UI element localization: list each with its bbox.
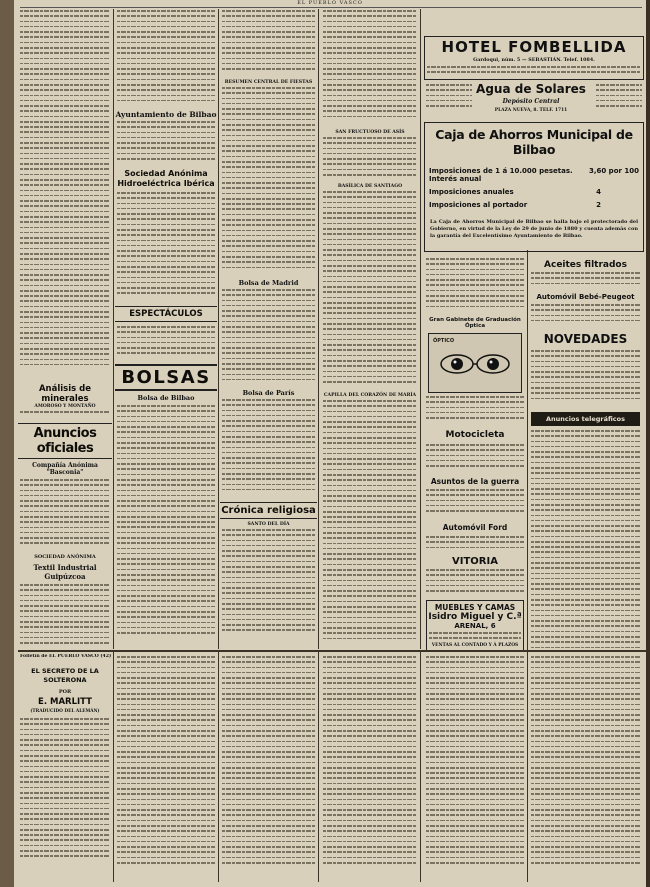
- text-block: [117, 656, 215, 864]
- column-rule: [420, 652, 421, 882]
- heading-ayuntamiento: Ayuntamiento de Bilbao: [115, 110, 217, 119]
- text-block: [426, 84, 472, 110]
- caja-rate-value: 3,60 por 100: [588, 167, 639, 175]
- text-block: [323, 400, 417, 648]
- folletin-column-2: [115, 656, 217, 882]
- text-block: [20, 479, 110, 551]
- caja-rate-value: 2: [596, 201, 601, 209]
- column-rule: [318, 652, 319, 882]
- ad-caja-ahorros: [424, 122, 644, 252]
- ad-hotel-fombellida: [424, 36, 644, 80]
- aceites-heading: Aceites filtrados: [544, 260, 627, 270]
- column-rule: [113, 652, 114, 882]
- caja-rate-row: [429, 188, 639, 196]
- text-block: [117, 192, 215, 302]
- text-block: [117, 10, 215, 108]
- muebles-address: ARENAL, 6: [454, 622, 496, 630]
- column-1: [18, 10, 112, 648]
- binding-gutter: [0, 0, 14, 887]
- muebles-title: MUEBLES Y CAMAS: [434, 603, 516, 612]
- hotel-subtitle: Gardoqui, núm. 5 — SEBASTIÁN. Telef. 1084.: [473, 57, 595, 63]
- text-block: [323, 10, 417, 128]
- text-block: [323, 656, 417, 864]
- heading-bolsas: BOLSAS: [115, 364, 217, 391]
- text-block: [323, 191, 417, 391]
- text-block: [531, 272, 640, 290]
- heading-basilica: BASÍLICA DE SANTIAGO: [337, 184, 403, 189]
- text-block: [222, 10, 315, 78]
- caja-title: Caja de Ahorros Municipal de Bilbao: [435, 127, 633, 157]
- motocicleta-heading: Motocicleta: [445, 430, 505, 440]
- text-block: [222, 529, 315, 639]
- text-block: [426, 656, 524, 864]
- heading-analisis: Análisis de minerales: [38, 384, 92, 404]
- heading-resumen: RESUMEN CENTRAL DE FIESTAS: [224, 80, 313, 85]
- muebles-footer: VENTAS AL CONTADO Y Á PLAZOS: [431, 642, 519, 648]
- ads-subcolumn-left: [424, 254, 526, 650]
- top-rule: [20, 7, 642, 8]
- heading-bolsa-madrid: Bolsa de Madrid: [238, 279, 299, 287]
- optico-title: Gran Gabinete de Graduación Óptica: [429, 317, 521, 329]
- caja-rate-value: 4: [596, 188, 601, 196]
- folletin-author: E. MARLITT: [38, 697, 92, 707]
- caja-note: La Caja de Ahorros Municipal de Bilbao se halla bajo el protectorado del Gobierno, en virtud de la Ley de 29 de junio de 1880 y cuenta además con la garantía del Excelentísimo Ayuntamiento de Bilbao.: [430, 219, 638, 239]
- heading-bolsa-bilbao: Bolsa de Bilbao: [137, 394, 195, 402]
- table-block: [222, 399, 315, 499]
- heading-textil: Textil Industrial Guipúzcoa: [33, 563, 97, 581]
- agua-address: PLAZA NUEVA, 8. TELF. 1711: [494, 108, 568, 113]
- text-block: [426, 489, 524, 519]
- folletin-por: POR: [58, 689, 72, 695]
- text-block: [426, 536, 524, 554]
- agua-deposito: Depósito Central: [502, 98, 560, 105]
- text-block: [429, 632, 521, 639]
- column-rule: [218, 652, 219, 882]
- text-block: [20, 718, 110, 868]
- caja-rate-row: [429, 167, 639, 183]
- caja-rate-label: Imposiciones al portador: [429, 201, 528, 209]
- folletin-column-3: [220, 656, 317, 882]
- text-block: [426, 396, 524, 426]
- text-block: [531, 430, 640, 650]
- caja-rate-label: Imposiciones anuales: [429, 188, 514, 196]
- muebles-name: Isidro Miguel y C.ª: [428, 612, 522, 622]
- anuncios-telegraficos-banner: Anuncios telegráficos: [531, 412, 640, 426]
- folletin-title: EL SECRETO DE LA SOLTERONA: [31, 667, 99, 684]
- text-block: [531, 350, 640, 408]
- folletin-column-1: [18, 654, 112, 882]
- heading-hidroelectrica: Sociedad Anónima Hidroeléctrica Ibérica: [117, 169, 215, 188]
- caja-rate-label: Imposiciones de 1 á 10.000 pesetas. Interés anual: [429, 167, 573, 183]
- heading-espectaculos: ESPECTÁCULOS: [115, 306, 217, 322]
- column-4: [321, 10, 419, 648]
- automovil-ford-heading: Automóvil Ford: [442, 523, 508, 532]
- folletin-translation: (TRADUCIDO DEL ALEMÁN): [30, 709, 100, 714]
- text-block: [426, 444, 524, 472]
- ad-muebles: [426, 600, 524, 650]
- running-title: EL PUEBLO VASCO: [297, 0, 363, 6]
- text-block: [323, 137, 417, 182]
- heading-san-fructuoso: SAN FRUCTUOSO DE ASÍS: [335, 130, 405, 135]
- heading-compania: Compañía Anónima "Basconia": [32, 462, 98, 476]
- caja-rates: [429, 167, 639, 209]
- automovil-bebe-heading: Automóvil Bebé-Peugeot: [536, 293, 635, 301]
- heading-cronica: Crónica religiosa: [220, 502, 317, 519]
- text-block: [20, 584, 110, 648]
- column-3: [220, 10, 317, 648]
- text-block: [531, 656, 640, 864]
- heading-capilla: CAPILLA DEL CORAZÓN DE MARÍA: [323, 393, 417, 398]
- folletin-column-4: [321, 656, 419, 882]
- heading-bolsa-paris: Bolsa de París: [242, 389, 295, 397]
- column-rule: [318, 9, 319, 649]
- optico-label: ÓPTICO: [433, 338, 455, 344]
- text-block: [596, 84, 642, 110]
- agua-name: Agua de Solares: [476, 82, 586, 96]
- ads-subcolumn-right: [529, 254, 642, 650]
- text-block: [222, 87, 315, 277]
- text-block: [20, 411, 110, 421]
- column-rule: [420, 9, 421, 649]
- column-rule: [527, 250, 528, 650]
- folletin-column-6: [529, 656, 642, 882]
- folletin-number: Folletín de EL PUEBLO VASCO (42): [20, 654, 112, 659]
- hotel-name: HOTEL FOMBELLIDA: [441, 38, 627, 56]
- text-block: [427, 66, 641, 73]
- text-block: [117, 121, 215, 166]
- text-block: [117, 326, 215, 361]
- novedades-heading: NOVEDADES: [543, 332, 628, 346]
- text-block: [531, 304, 640, 328]
- column-rule: [218, 9, 219, 649]
- asuntos-guerra-heading: Asuntos de la guerra: [430, 477, 520, 486]
- caja-rate-row: [429, 201, 639, 209]
- heading-anuncios-oficiales: Anuncios oficiales: [18, 423, 112, 459]
- folletin-column-5: [424, 656, 526, 882]
- ad-agua-solares: [424, 80, 642, 120]
- column-rule: [113, 9, 114, 649]
- table-block: [222, 289, 315, 387]
- text-block: [426, 569, 524, 597]
- subheading-analisis: AMOROSO Y MONTAÑO: [34, 404, 96, 409]
- text-block: [222, 656, 315, 864]
- text-block: [117, 405, 215, 645]
- subheading-santo: SANTO DEL DÍA: [247, 522, 290, 527]
- text-block: [426, 258, 524, 313]
- optico-illustration: [428, 333, 522, 393]
- column-rule: [527, 652, 528, 882]
- vitoria-heading: VITORIA: [452, 556, 498, 567]
- column-2: [115, 10, 217, 648]
- text-block: [20, 10, 110, 380]
- heading-sociedad: SOCIEDAD ANÓNIMA: [34, 554, 96, 560]
